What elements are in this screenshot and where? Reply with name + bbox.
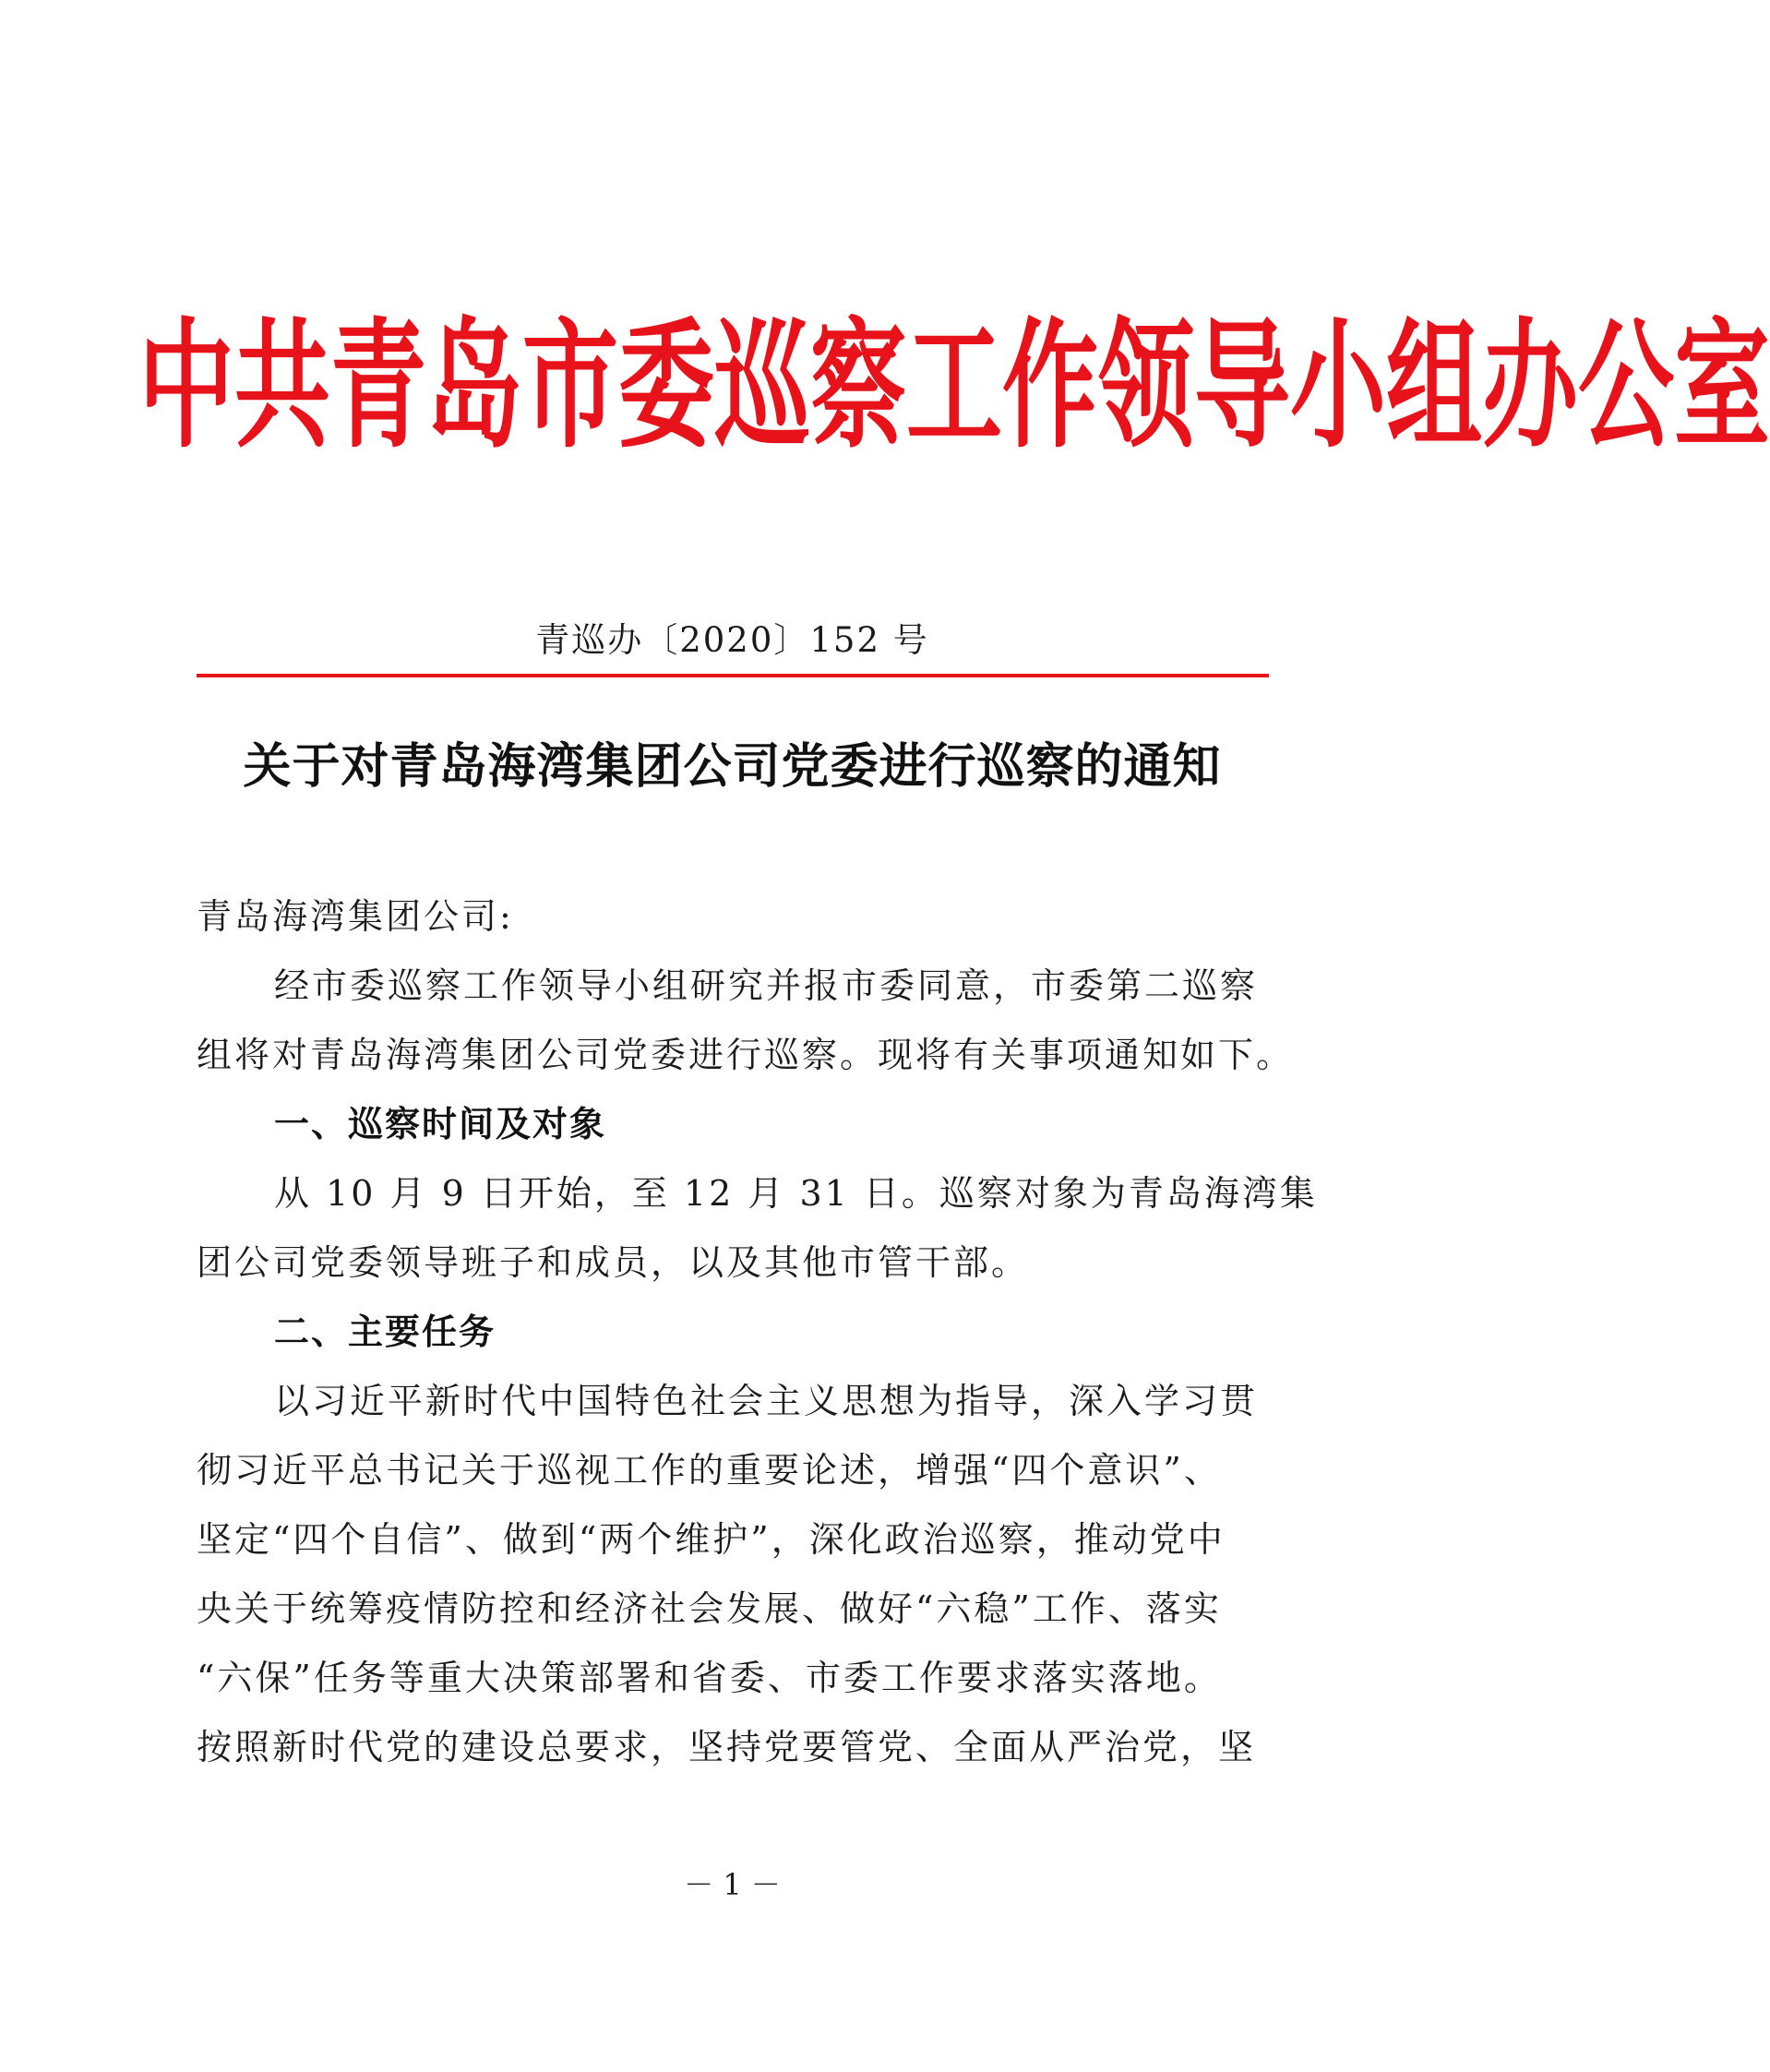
issuing-organization-header: 中共青岛市委巡察工作领导小组办公室 xyxy=(138,304,1770,468)
intro-line-1: 经市委巡察工作领导小组研究并报市委同意，市委第二巡察 xyxy=(274,965,1259,1006)
document-title: 关于对青岛海湾集团公司党委进行巡察的通知 xyxy=(243,738,1222,795)
page-number: － 1 － xyxy=(684,1867,781,1902)
section-1-line-2: 团公司党委领导班子和成员，以及其他市管干部。 xyxy=(197,1242,1030,1283)
section-2-line-2: 彻习近平总书记关于巡视工作的重要论述，增强“四个意识”、 xyxy=(197,1450,1222,1491)
intro-line-2: 组将对青岛海湾集团公司党委进行巡察。现将有关事项通知如下。 xyxy=(197,1035,1295,1075)
section-2-line-1: 以习近平新时代中国特色社会主义思想为指导，深入学习贯 xyxy=(274,1381,1259,1421)
section-2-line-4: 央关于统筹疫情防控和经济社会发展、做好“六稳”工作、落实 xyxy=(197,1588,1222,1629)
document-number: 青巡办〔2020〕152 号 xyxy=(535,620,929,660)
section-2-line-3: 坚定“四个自信”、做到“两个维护”，深化政治巡察，推动党中 xyxy=(197,1519,1226,1560)
section-2-heading: 二、主要任务 xyxy=(274,1311,496,1352)
salutation: 青岛海湾集团公司: xyxy=(197,896,514,937)
section-1-line-1: 从 10 月 9 日开始，至 12 月 31 日。巡察对象为青岛海湾集 xyxy=(274,1173,1318,1214)
section-1-heading: 一、巡察时间及对象 xyxy=(274,1104,607,1144)
section-2-line-5: “六保”任务等重大决策部署和省委、市委工作要求落实落地。 xyxy=(197,1658,1222,1698)
red-divider-line xyxy=(197,674,1269,677)
section-2-line-6: 按照新时代党的建设总要求，坚持党要管党、全面从严治党，坚 xyxy=(197,1727,1257,1767)
